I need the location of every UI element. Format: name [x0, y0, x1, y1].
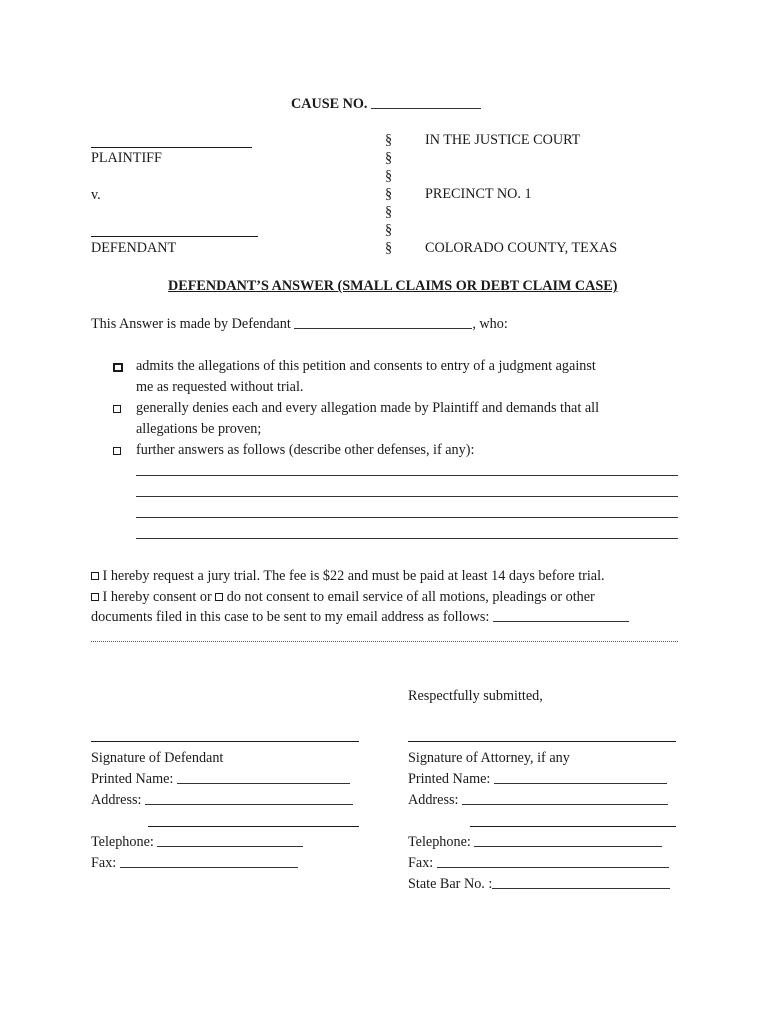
cause-number-label: CAUSE NO.	[291, 96, 368, 112]
section-mark: §	[385, 186, 393, 202]
intro-text: This Answer is made by Defendant	[91, 316, 291, 332]
defendant-printed-name-line	[91, 770, 350, 788]
section-mark: §	[385, 150, 393, 166]
attorney-printed-name-label: Printed Name:	[408, 771, 491, 787]
defendant-printed-name-field[interactable]	[177, 771, 350, 784]
email-address-continuation[interactable]	[91, 641, 678, 642]
jury-request-text: I hereby request a jury trial. The fee is $22 and must be paid at least 14 days before trial.	[102, 568, 605, 584]
email-no-consent-checkbox[interactable]	[215, 593, 223, 601]
cause-number-line	[291, 95, 481, 113]
defendant-address-line	[91, 791, 353, 809]
section-mark: §	[385, 222, 393, 238]
email-address-field[interactable]	[493, 609, 629, 622]
attorney-telephone-line	[408, 833, 662, 851]
precinct-number: PRECINCT NO. 1	[425, 186, 532, 202]
defendant-address-label: Address:	[91, 792, 142, 808]
denies-checkbox[interactable]	[113, 400, 121, 418]
defendant-name-field[interactable]	[91, 236, 258, 237]
section-mark: §	[385, 132, 393, 148]
defendant-telephone-line	[91, 833, 303, 851]
attorney-address-line	[408, 791, 668, 809]
attorney-state-bar-line	[408, 875, 670, 893]
intro-text-end: , who:	[472, 316, 508, 332]
attorney-address-field-2[interactable]	[470, 826, 676, 827]
attorney-fax-label: Fax:	[408, 855, 434, 871]
attorney-address-label: Address:	[408, 792, 459, 808]
email-consent-line	[91, 588, 595, 606]
attorney-signature-label: Signature of Attorney, if any	[408, 750, 570, 766]
jury-request-line	[91, 567, 605, 585]
county-state: COLORADO COUNTY, TEXAS	[425, 240, 618, 256]
defendant-fax-field[interactable]	[120, 855, 298, 868]
document-title: DEFENDANT’S ANSWER (SMALL CLAIMS OR DEBT CLAIM CASE)	[168, 278, 618, 294]
defense-line[interactable]	[136, 538, 678, 539]
versus-label: v.	[91, 187, 101, 203]
attorney-fax-field[interactable]	[437, 855, 669, 868]
court-name: IN THE JUSTICE COURT	[425, 132, 581, 148]
attorney-signature-field[interactable]	[408, 741, 676, 742]
jury-request-checkbox[interactable]	[91, 572, 99, 580]
section-mark: §	[385, 204, 393, 220]
email-no-consent-text: do not consent to email service of all motions, pleadings or other	[226, 589, 595, 605]
intro-line	[91, 315, 508, 333]
email-address-label: documents filed in this case to be sent to my email address as follows:	[91, 609, 490, 625]
defendant-label: DEFENDANT	[91, 240, 177, 256]
plaintiff-name-field[interactable]	[91, 147, 252, 148]
denies-text-line2: allegations be proven;	[136, 421, 262, 437]
defendant-printed-name-label: Printed Name:	[91, 771, 174, 787]
attorney-printed-name-field[interactable]	[494, 771, 667, 784]
defense-line[interactable]	[136, 475, 678, 476]
attorney-state-bar-field[interactable]	[492, 876, 670, 889]
cause-number-field[interactable]	[371, 96, 481, 109]
defendant-address-field[interactable]	[145, 792, 353, 805]
section-mark: §	[385, 168, 393, 184]
email-consent-text: I hereby consent or	[102, 589, 212, 605]
defendant-fax-line	[91, 854, 298, 872]
email-consent-checkbox[interactable]	[91, 593, 99, 601]
defendant-telephone-field[interactable]	[157, 834, 303, 847]
defendant-fax-label: Fax:	[91, 855, 117, 871]
email-address-line	[91, 608, 629, 626]
further-answers-checkbox[interactable]	[113, 442, 121, 460]
defense-line[interactable]	[136, 517, 678, 518]
defendant-address-field-2[interactable]	[148, 826, 359, 827]
attorney-state-bar-label: State Bar No. :	[408, 876, 493, 892]
defendant-telephone-label: Telephone:	[91, 834, 154, 850]
attorney-telephone-field[interactable]	[474, 834, 662, 847]
plaintiff-label: PLAINTIFF	[91, 150, 162, 166]
attorney-printed-name-line	[408, 770, 667, 788]
further-answers-text: further answers as follows (describe other defenses, if any):	[136, 442, 475, 458]
defendant-answer-name-field[interactable]	[294, 316, 472, 329]
admits-text-line1: admits the allegations of this petition and consents to entry of a judgment against	[136, 358, 596, 374]
attorney-address-field[interactable]	[462, 792, 668, 805]
defendant-signature-field[interactable]	[91, 741, 359, 742]
defendant-signature-label: Signature of Defendant	[91, 750, 224, 766]
defense-line[interactable]	[136, 496, 678, 497]
admits-checkbox[interactable]	[113, 359, 123, 377]
section-mark: §	[385, 240, 393, 256]
attorney-fax-line	[408, 854, 669, 872]
respectfully-submitted: Respectfully submitted,	[408, 688, 543, 704]
attorney-telephone-label: Telephone:	[408, 834, 471, 850]
denies-text-line1: generally denies each and every allegation made by Plaintiff and demands that all	[136, 400, 600, 416]
admits-text-line2: me as requested without trial.	[136, 379, 304, 395]
